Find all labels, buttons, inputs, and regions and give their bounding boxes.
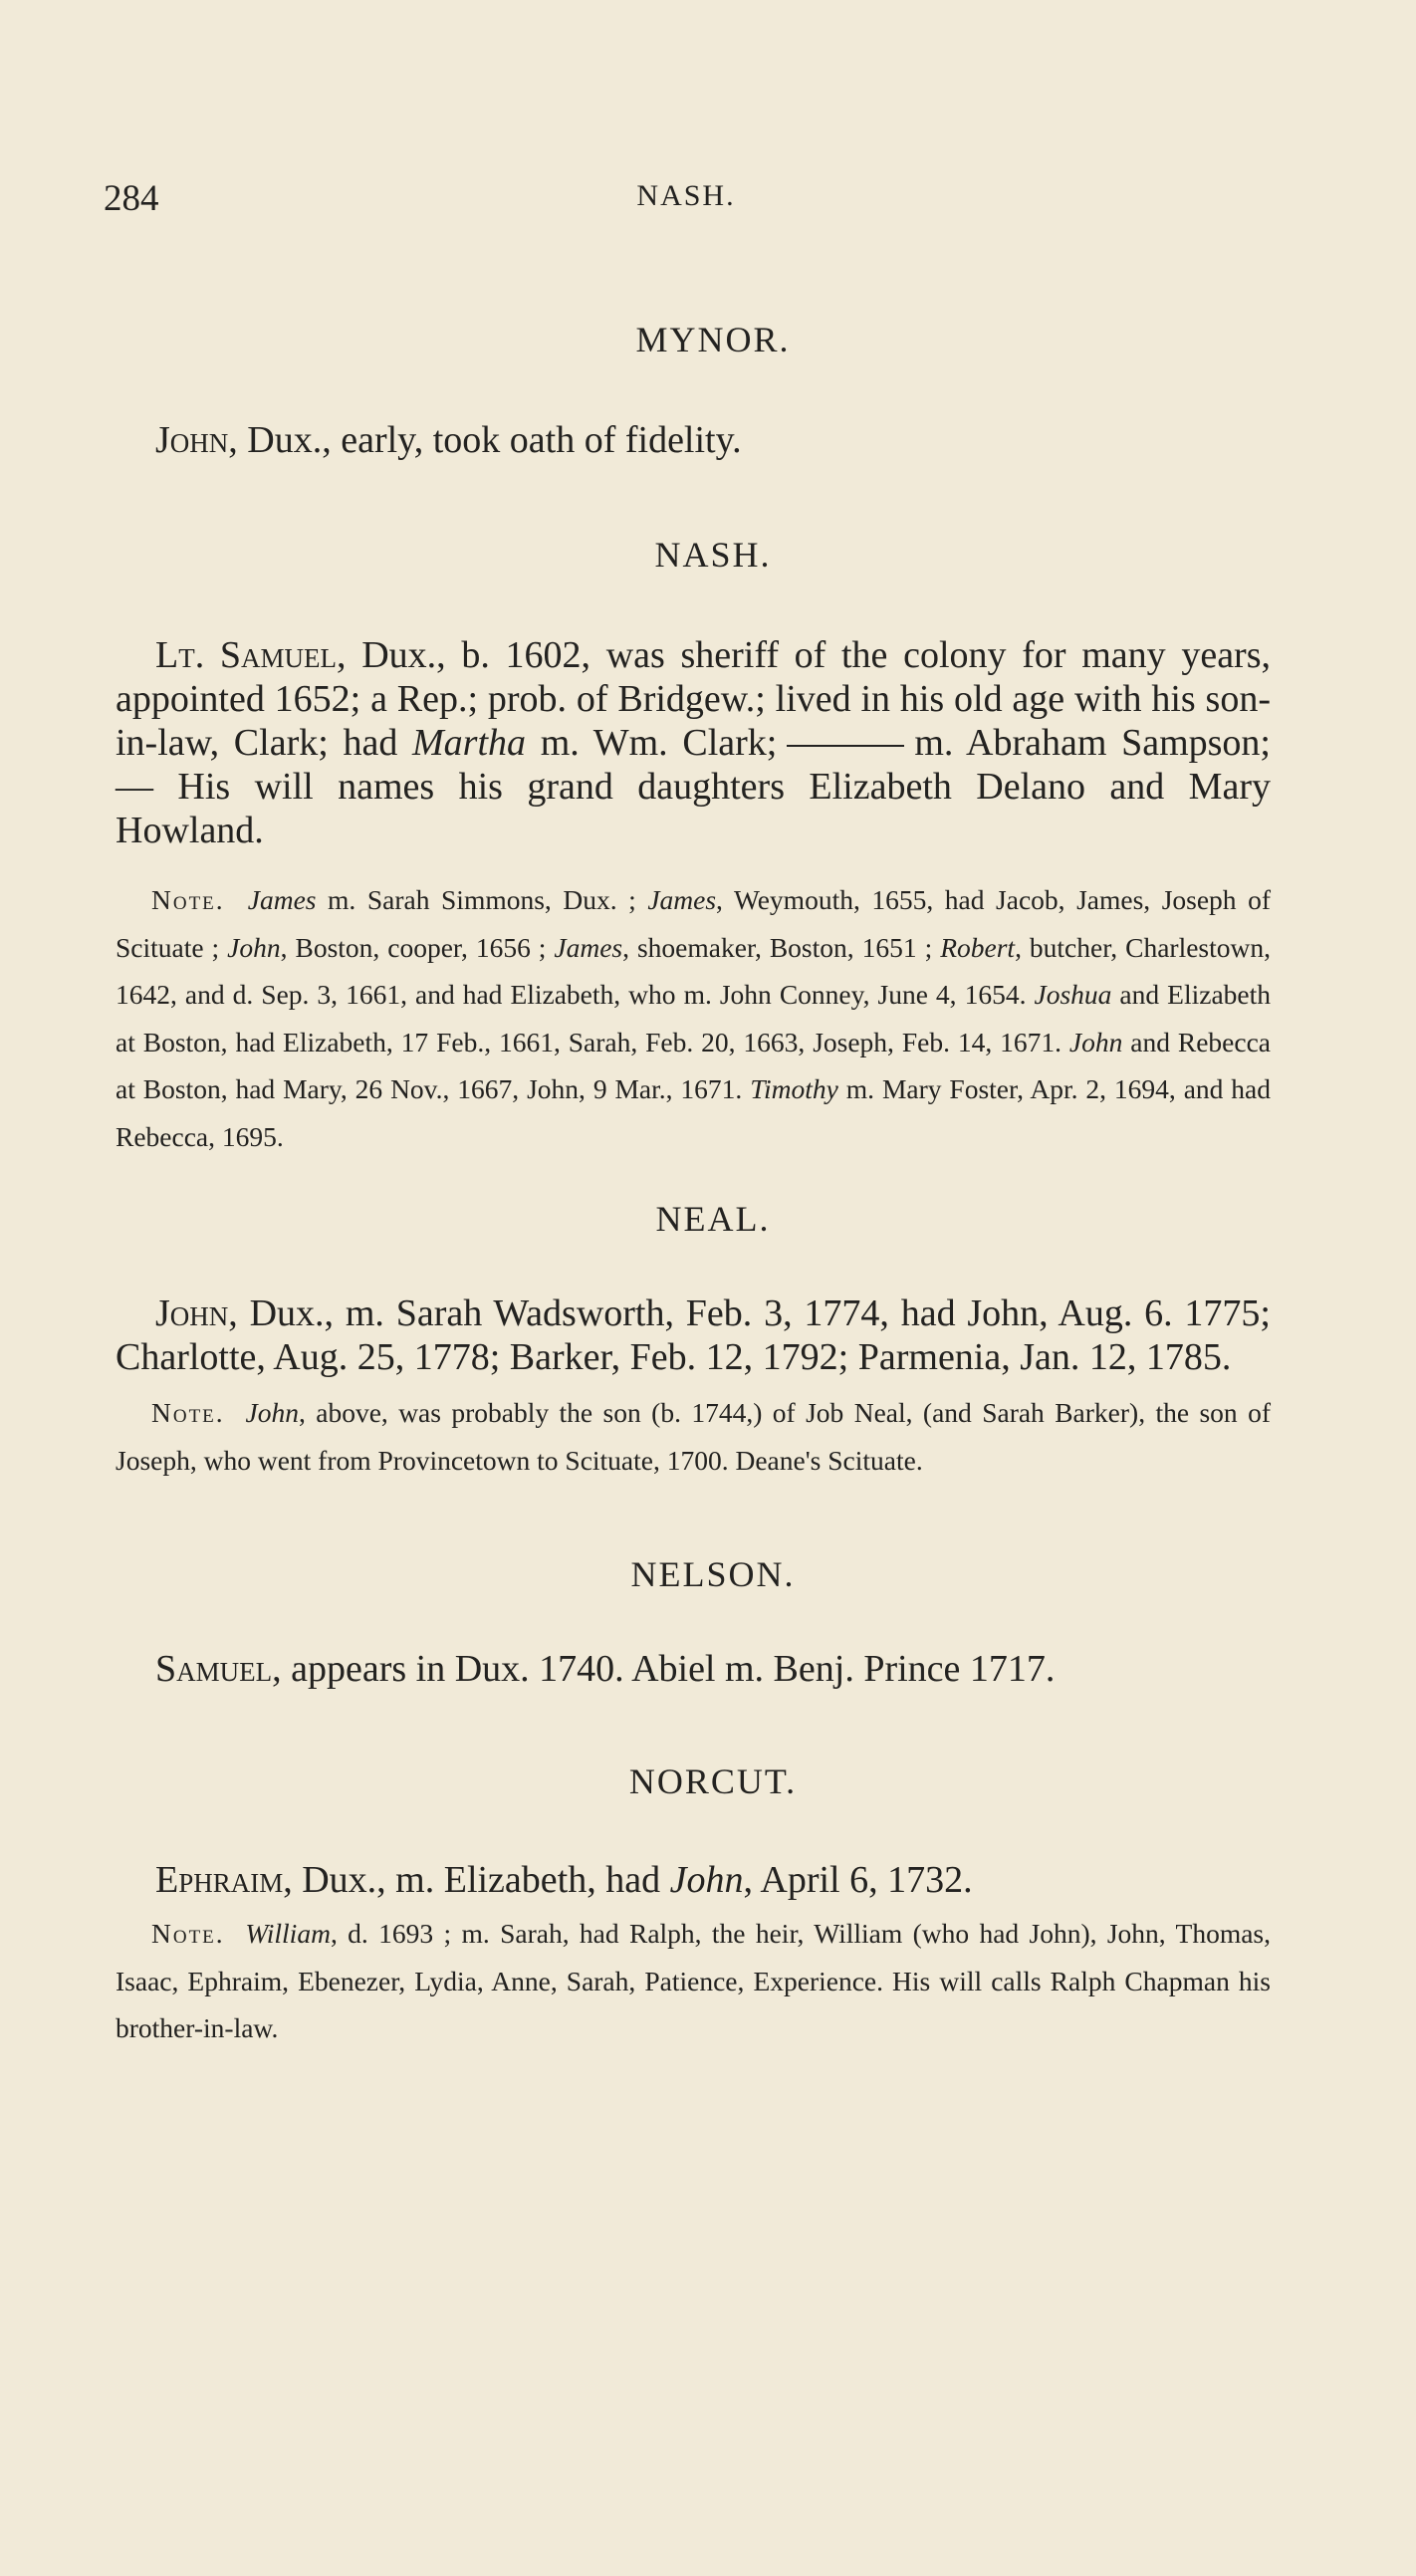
note-label: Note.	[151, 884, 225, 915]
entry-text: , Dux., m. Sarah Wadsworth, Feb. 3, 1774, had John, Aug. 6. 1775; Charlotte, Aug. 25, 1778; Barker, Feb. 12, 1792; Parmenia, Jan. 12, 1785.	[116, 1292, 1271, 1378]
note-italic: William	[245, 1918, 331, 1949]
running-head: NASH.	[636, 179, 736, 212]
note-italic: John	[245, 1397, 299, 1428]
omitted-name-dash	[787, 745, 904, 747]
entry-text: m. Abraham Sampson; — His will names his grand daughters Elizabeth Delano and Mary Howland.	[116, 722, 1271, 851]
entry-text: , Dux., b. 1602, was sheriff of the colony for many years, appointed 1652; a Rep.; prob. of Bridgew.; lived in his old age with his son-in-law, Clark; had	[116, 634, 1272, 764]
entry-text: , Dux., m. Elizabeth, had	[283, 1859, 670, 1901]
note-italic: John	[227, 931, 281, 963]
page-header	[104, 177, 1269, 225]
entry-norcut-ephraim	[116, 1858, 1271, 1902]
note-nash	[116, 876, 1271, 1160]
entry-text: , April 6, 1732.	[743, 1859, 973, 1901]
note-label: Note.	[151, 1397, 225, 1428]
note-text: , above, was probably the son (b. 1744,) of Job Neal, (and Sarah Barker), the son of Joseph, who went from Provincetown to Scituate, 1700. Deane's Scituate.	[116, 1397, 1272, 1476]
note-italic: John	[1068, 1026, 1123, 1057]
entry-name: Samuel	[155, 1648, 273, 1690]
note-text: , Weymouth, 1655, had Jacob, James, Joseph of Scituate ;	[116, 884, 1272, 963]
entry-italic-name: Martha	[412, 722, 527, 764]
section-heading-mynor: MYNOR.	[635, 320, 791, 359]
entry-text: , Dux., early, took oath of fidelity.	[228, 419, 742, 461]
note-text: , butcher, Charlestown, 1642, and d. Sep. 3, 1661, and had Elizabeth, who m. John Conney, June 4, 1654.	[116, 931, 1271, 1010]
entry-nash-samuel	[116, 633, 1271, 852]
section-heading-neal: NEAL.	[655, 1199, 771, 1239]
note-italic: James	[247, 884, 317, 915]
note-italic: Joshua	[1034, 979, 1112, 1010]
entry-name: Lt. Samuel	[155, 634, 338, 676]
entry-neal-john	[116, 1291, 1271, 1379]
note-italic: James	[647, 884, 717, 915]
note-neal	[116, 1389, 1271, 1484]
entry-nelson-samuel	[116, 1647, 1271, 1691]
entry-text: , appears in Dux. 1740. Abiel m. Benj. Prince 1717.	[272, 1648, 1056, 1690]
note-norcut	[116, 1910, 1271, 2052]
note-text: , Boston, cooper, 1656 ;	[280, 931, 555, 963]
note-text: m. Mary Foster, Apr. 2, 1694, and had Rebecca, 1695.	[116, 1073, 1272, 1152]
page-number: 284	[104, 178, 159, 219]
page-content	[116, 299, 1271, 2052]
entry-name: John	[155, 1292, 229, 1334]
entry-text: m. Wm. Clark;	[526, 722, 778, 764]
note-text: m. Sarah Simmons, Dux. ;	[316, 884, 648, 915]
note-italic: James	[554, 931, 623, 963]
entry-mynor-john	[116, 418, 1271, 462]
entry-italic-name: John	[669, 1859, 744, 1901]
entry-name: Ephraim	[155, 1859, 284, 1901]
note-text: and Rebecca at Boston, had Mary, 26 Nov., 1667, John, 9 Mar., 1671.	[116, 1026, 1271, 1104]
section-heading-nelson: NELSON.	[630, 1554, 796, 1594]
entry-name: John	[155, 419, 229, 461]
note-text: and Elizabeth at Boston, had Elizabeth, 17 Feb., 1661, Sarah, Feb. 20, 1663, Joseph, Feb. 14, 1671.	[116, 979, 1271, 1057]
note-italic: Robert	[940, 931, 1016, 963]
section-heading-norcut: NORCUT.	[628, 1761, 798, 1801]
note-text: , shoemaker, Boston, 1651 ;	[622, 931, 941, 963]
note-italic: Timothy	[750, 1073, 838, 1104]
section-heading-nash: NASH.	[654, 535, 772, 575]
note-text: , d. 1693 ; m. Sarah, had Ralph, the heir, William (who had John), John, Thomas, Isaac, Ephraim, Ebenezer, Lydia, Anne, Sarah, Patience, Experience. His will calls Ralph Chapman his brother-in-law.	[116, 1918, 1272, 2043]
note-label: Note.	[151, 1918, 225, 1949]
